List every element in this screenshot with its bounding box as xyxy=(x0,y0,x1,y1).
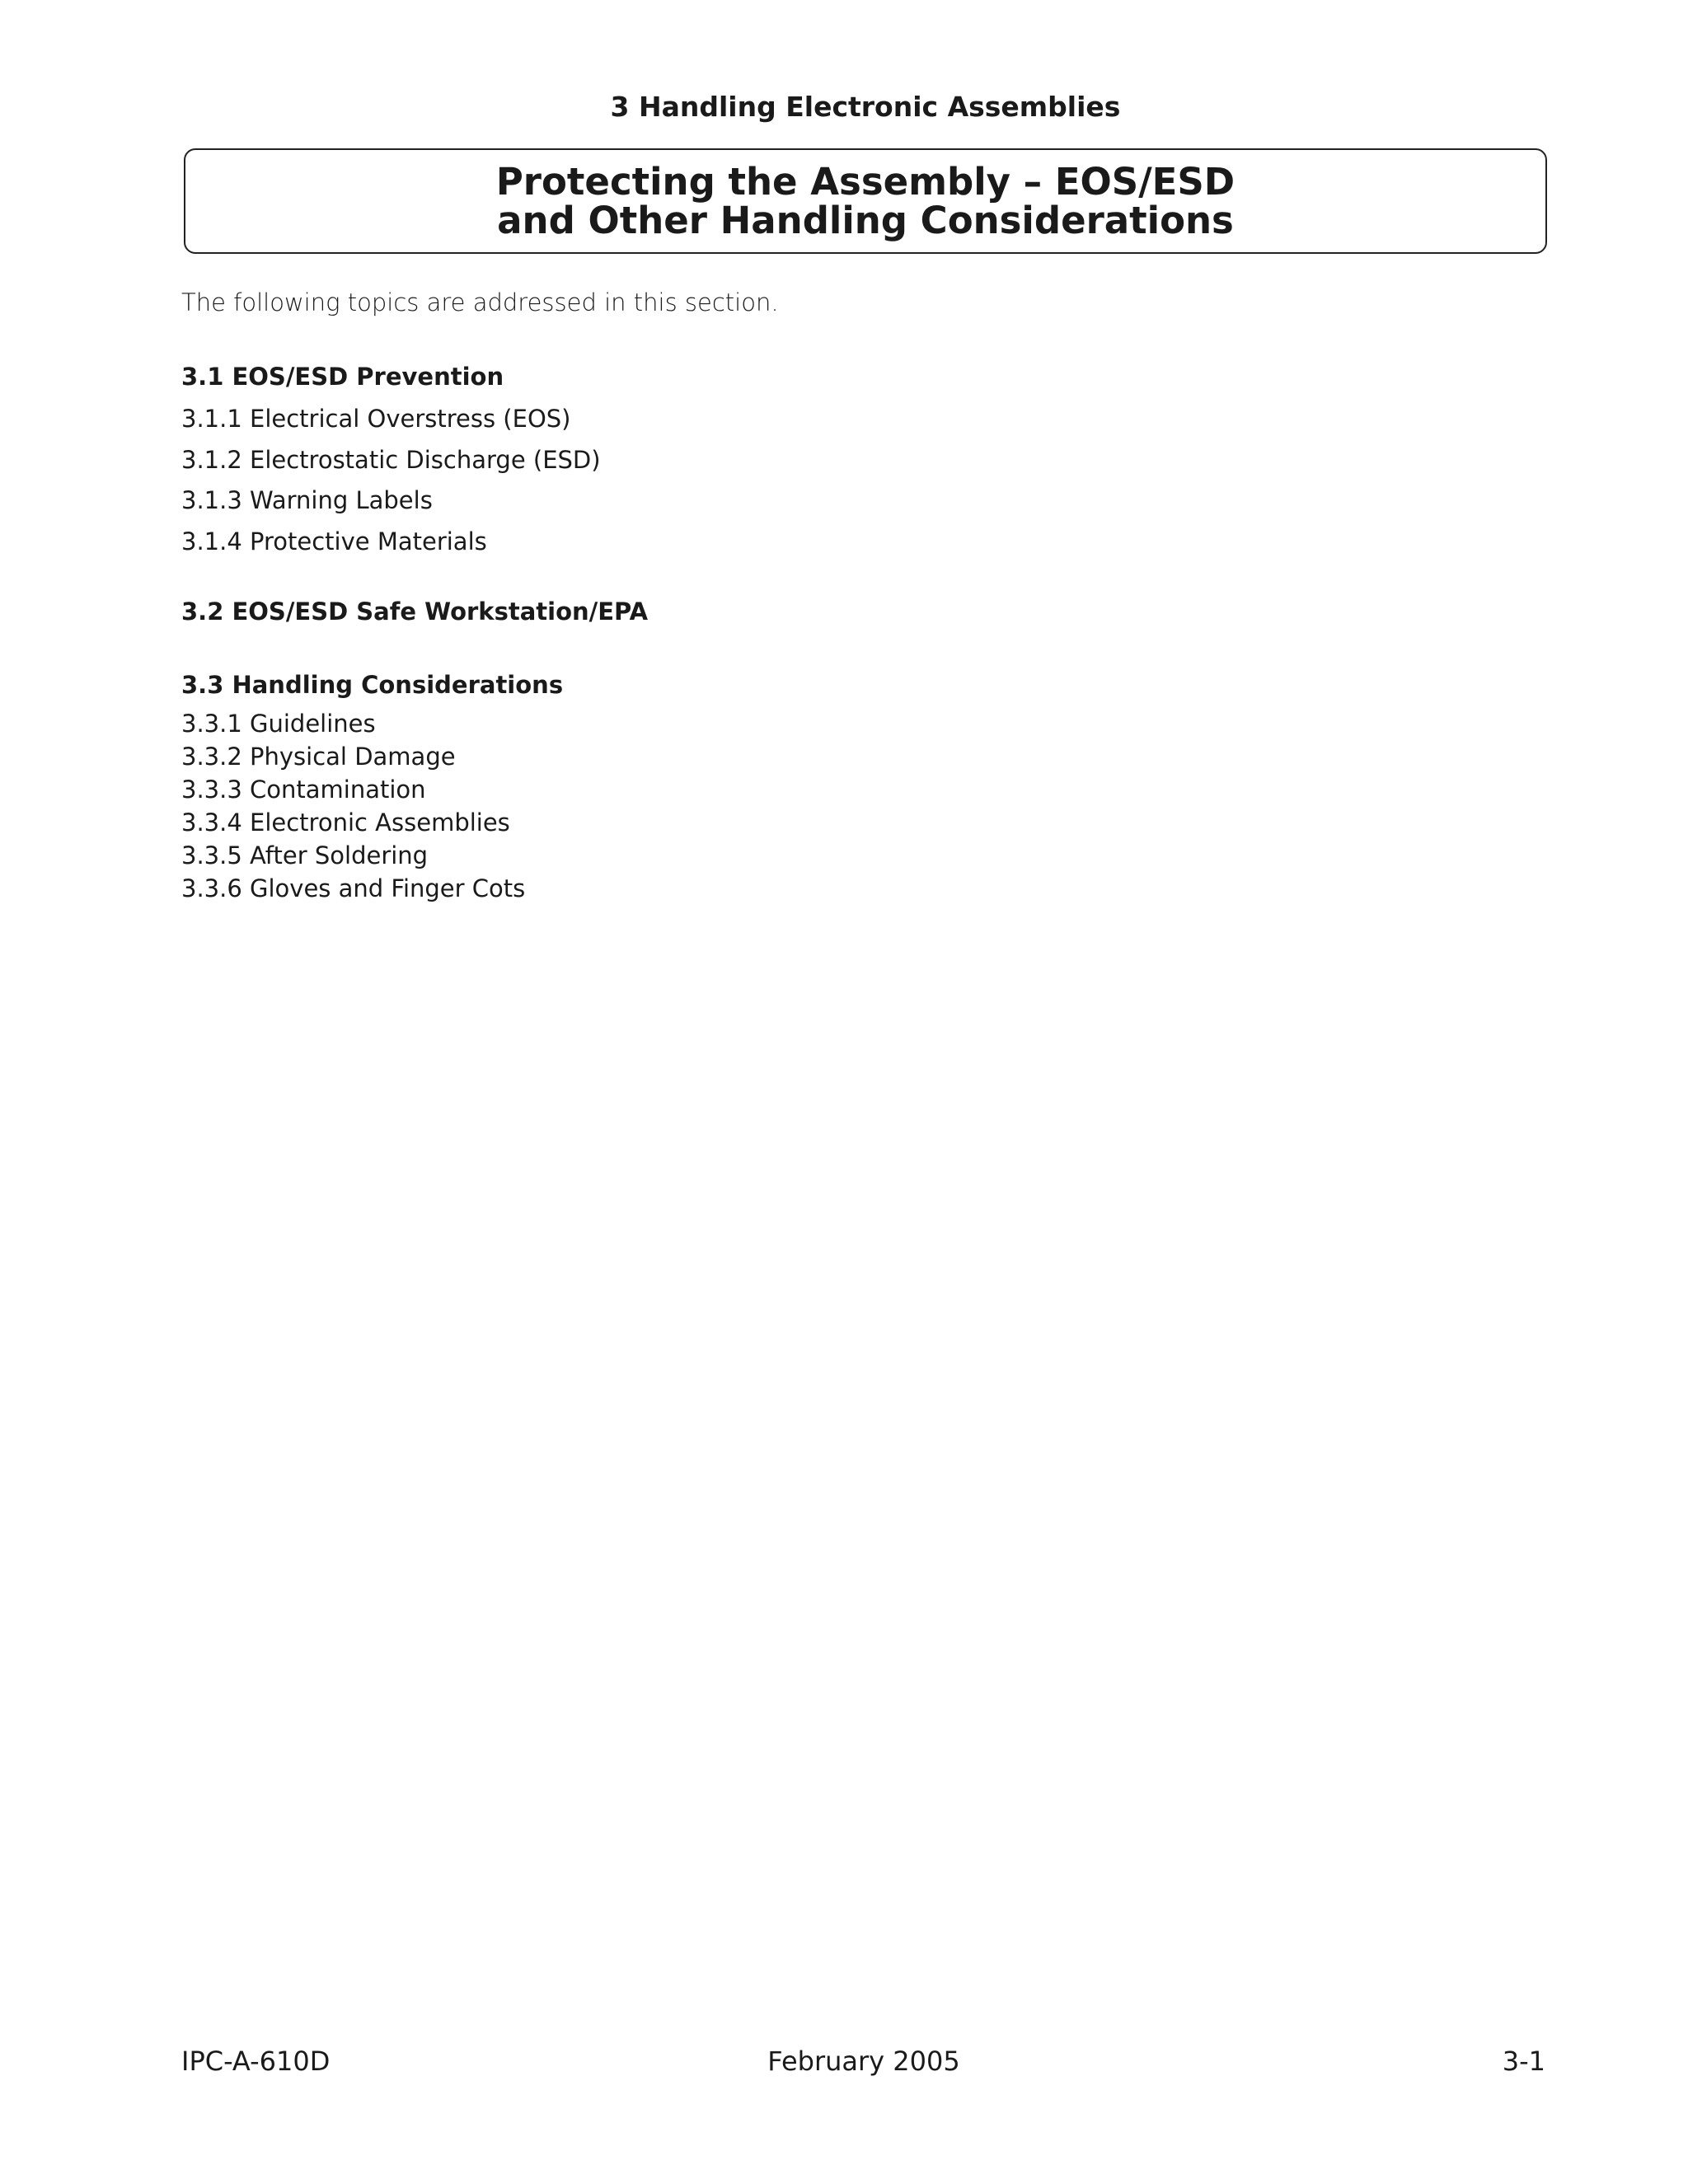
section-title-line-2: and Other Handling Considerations xyxy=(497,199,1234,242)
list-item: 3.1.1 Electrical Overstress (EOS) xyxy=(181,405,571,433)
intro-text: The following topics are addressed in this section. xyxy=(181,288,779,316)
footer-date: February 2005 xyxy=(767,2046,960,2077)
footer-page-number: 3-1 xyxy=(1502,2046,1545,2077)
list-item: 3.3.2 Physical Damage xyxy=(181,743,456,771)
section-3-1 xyxy=(181,363,601,562)
list-item: 3.1.3 Warning Labels xyxy=(181,486,433,515)
list-item: 3.3.4 Electronic Assemblies xyxy=(181,808,510,837)
section-title-line-1: Protecting the Assembly – EOS/ESD xyxy=(495,160,1236,204)
list-item: 3.1.2 Electrostatic Discharge (ESD) xyxy=(181,445,601,474)
list-item: 3.3.1 Guidelines xyxy=(181,710,376,738)
list-item: 3.3.5 After Soldering xyxy=(181,841,429,869)
section-heading: 3.2 EOS/ESD Safe Workstation/EPA xyxy=(181,598,649,626)
section-title-box xyxy=(184,148,1547,254)
section-heading: 3.3 Handling Considerations xyxy=(181,671,564,699)
list-item: 3.3.6 Gloves and Finger Cots xyxy=(181,874,526,902)
chapter-header: 3 Handling Electronic Assemblies xyxy=(610,91,1121,123)
list-item: 3.1.4 Protective Materials xyxy=(181,527,487,555)
section-3-2 xyxy=(181,598,648,634)
list-item: 3.3.3 Contamination xyxy=(181,776,426,804)
section-3-3 xyxy=(181,671,563,905)
section-heading: 3.1 EOS/ESD Prevention xyxy=(181,363,504,391)
footer-document-id: IPC-A-610D xyxy=(181,2046,331,2077)
